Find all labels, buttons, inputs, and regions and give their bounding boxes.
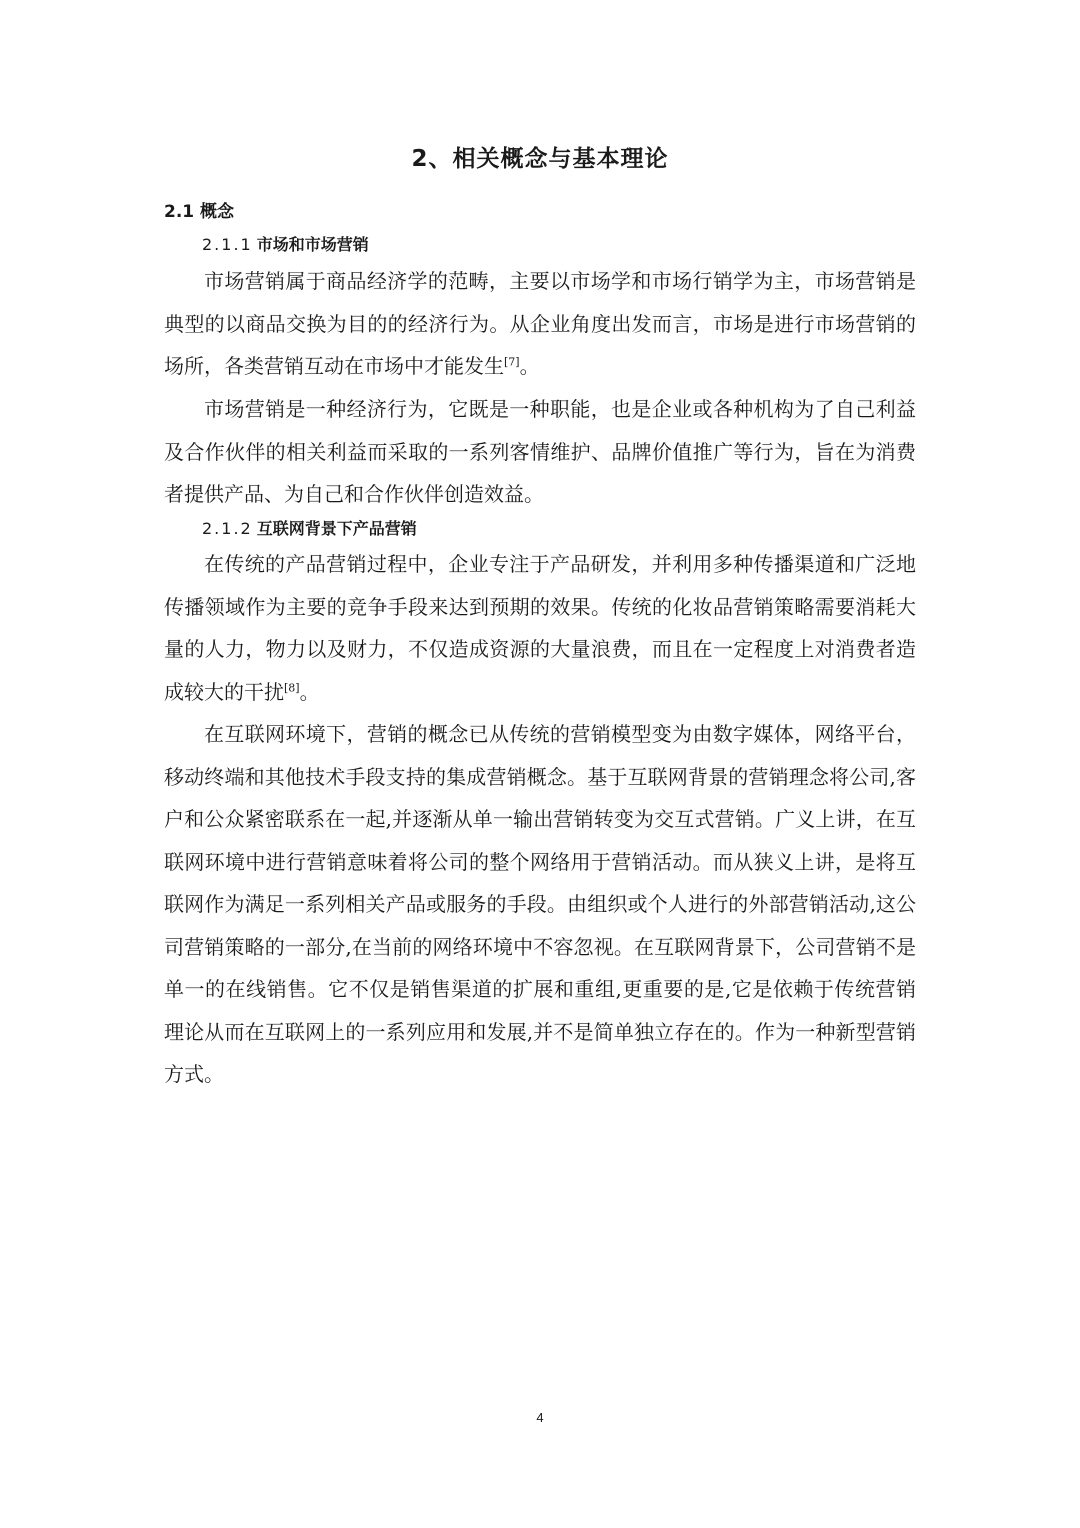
subsection-title: 互联网背景下产品营销 xyxy=(256,519,417,538)
chapter-title: 2、相关概念与基本理论 xyxy=(411,146,669,172)
citation: [8] xyxy=(284,680,300,694)
subsection-heading-2-1-2 xyxy=(202,516,417,539)
section-heading: 2.1 概念 xyxy=(164,202,235,222)
subsection-number: 2.1.2 xyxy=(202,519,253,538)
paragraph xyxy=(164,543,916,713)
subsection-number: 2.1.1 xyxy=(202,235,253,254)
subsection-title: 市场和市场营销 xyxy=(256,235,369,254)
paragraph-text: 在互联网环境下，营销的概念已从传统的营销模型变为由数字媒体，网络平台，移动终端和其他技术手段支持的集成营销概念。基于互联网背景的营销理念将公司,客户和公众紧密联系在一起,并逐渐从单一输出营销转变为交互式营销。广义上讲，在互联网环境中进行营销意味着将公司的整个网络用于营销活动。而从狭义上讲，是将互联网作为满足一系列相关产品或服务的手段。由组织或个人进行的外部营销活动,这公司营销策略的一部分,在当前的网络环境中不容忽视。在互联网背景下，公司营销不是单一的在线销售。它不仅是销售渠道的扩展和重组,更重要的是,它是依赖于传统营销理论从而在互联网上的一系列应用和发展,并不是简单独立存在的。作为一种新型营销方式。 xyxy=(164,722,916,1086)
paragraph xyxy=(164,260,916,388)
paragraph-end: 。 xyxy=(519,354,540,378)
subsection-heading-2-1-1 xyxy=(202,232,369,255)
paragraph-end: 。 xyxy=(299,679,320,704)
page-number: 4 xyxy=(536,1410,544,1425)
paragraph xyxy=(164,388,916,516)
paragraph-text: 市场营销属于商品经济学的范畴，主要以市场学和市场行销学为主，市场营销是典型的以商品交换为目的的经济行为。从企业角度出发而言，市场是进行市场营销的场所，各类营销互动在市场中才能发生 xyxy=(164,269,916,378)
paragraph-text: 在传统的产品营销过程中，企业专注于产品研发，并利用多种传播渠道和广泛地传播领域作为主要的竞争手段来达到预期的效果。传统的化妆品营销策略需要消耗大量的人力，物力以及财力，不仅造成资源的大量浪费，而且在一定程度上对消费者造成较大的干扰 xyxy=(164,552,916,704)
paragraph-text: 市场营销是一种经济行为，它既是一种职能，也是企业或各种机构为了自己利益及合作伙伴的相关利益而采取的一系列客情维护、品牌价值推广等行为，旨在为消费者提供产品、为自己和合作伙伴创造效益。 xyxy=(164,397,916,506)
citation: [7] xyxy=(504,355,520,369)
paragraph xyxy=(164,713,916,1096)
